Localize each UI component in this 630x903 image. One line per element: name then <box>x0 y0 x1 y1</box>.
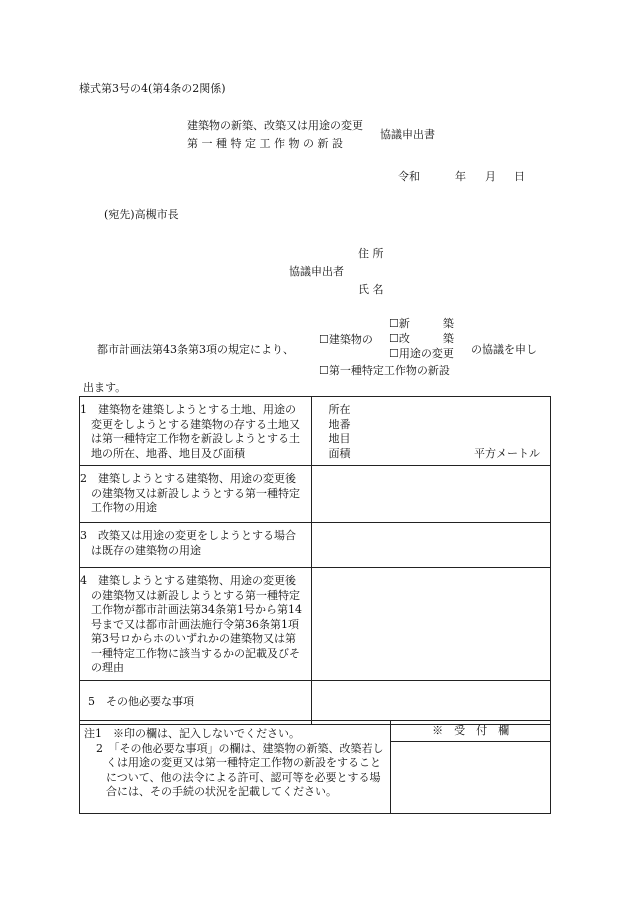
table-row <box>80 681 551 725</box>
row-1-value-cell[interactable] <box>312 397 551 466</box>
note-2: 2 「その他必要な事項」の欄は、建築物の新築、改築若しくは用途の変更又は第一種特定工作物の新設をすることについて、他の法令による許可、認可等を必要とする場合には、その手続の状況を記載してください。 <box>96 741 384 798</box>
row-4-label-cell <box>80 568 312 681</box>
applicant-name-label: 氏 名 <box>358 283 384 296</box>
applicant-label: 協議申出者 <box>289 265 344 278</box>
area-label: 面積 <box>328 446 351 460</box>
option-structure[interactable]: ☐第一種特定工作物の新設 <box>319 364 450 377</box>
title-suffix: 協議申出書 <box>380 128 435 141</box>
row-5-value-cell[interactable] <box>312 681 551 725</box>
lot-label: 地番 <box>328 417 351 431</box>
row-5-label: 5 その他必要な事項 <box>88 694 194 708</box>
row-3-label-cell <box>80 523 312 568</box>
category-label: 地目 <box>328 432 351 445</box>
date-day: 日 <box>514 170 525 183</box>
statement-tail: の協議を申し <box>471 343 537 356</box>
row-2-value-cell[interactable] <box>312 466 551 523</box>
title-line-1: 建築物の新築、改築又は用途の変更 <box>187 119 363 132</box>
option-building[interactable]: ☐建築物の <box>319 333 373 346</box>
applicant-address-label: 住 所 <box>358 247 384 260</box>
addressee: (宛先)高槻市長 <box>104 208 179 221</box>
row-5-label-cell <box>80 681 312 725</box>
location-label: 所在 <box>328 403 351 416</box>
table-row <box>80 568 551 681</box>
option-new-construction[interactable]: ☐新 築 <box>389 317 454 330</box>
notes-cell <box>80 721 391 814</box>
option-rebuild[interactable]: ☐改 築 <box>389 332 454 345</box>
row-1-label: 1 建築物を建築しようとする土地、用途の変更をしようとする建築物の存する土地又は第一種特定工作物を新設しようとする土地の所在、地番、地目及び面積 <box>80 403 300 460</box>
table-row <box>80 397 551 466</box>
reception-label: ※ 受 付 欄 <box>391 721 550 742</box>
date-month: 月 <box>485 170 496 183</box>
area-unit: 平方メートル <box>474 446 540 460</box>
reception-cell <box>391 721 551 814</box>
application-table <box>79 396 551 725</box>
table-row <box>80 466 551 523</box>
statement-continuation: 出ます。 <box>83 381 127 394</box>
option-use-change[interactable]: ☐用途の変更 <box>389 347 454 360</box>
row-3-value-cell[interactable] <box>312 523 551 568</box>
date-year: 年 <box>455 170 466 183</box>
form-number: 様式第3号の4(第4条の2関係) <box>79 82 226 95</box>
row-1-label-cell <box>80 397 312 466</box>
row-2-label: 2 建築しようとする建築物、用途の変更後の建築物又は新設しようとする第一種特定工作物の用途 <box>80 472 300 514</box>
row-4-label: 4 建築しようとする建築物、用途の変更後の建築物又は新設しようとする第一種特定工作物が都市計画法第34条第1号から第14号まで又は都市計画法施行令第36条第1項第3号ロからホのいずれかの建築物又は第一種特定工作物に該当するかの記載及びその理由 <box>80 574 302 674</box>
note-1: 注1 ※印の欄は、記入しないでください。 <box>84 727 300 740</box>
row-3-label: 3 改築又は用途の変更をしようとする場合は既存の建築物の用途 <box>80 529 296 557</box>
date-era: 令和 <box>398 170 420 183</box>
table-row <box>80 523 551 568</box>
title-line-2: 第 一 種 特 定 工 作 物 の 新 設 <box>187 137 343 150</box>
row-4-value-cell[interactable] <box>312 568 551 681</box>
statement-lead: 都市計画法第43条第3項の規定により、 <box>97 343 294 356</box>
row-2-label-cell <box>80 466 312 523</box>
notes-table <box>79 720 551 814</box>
